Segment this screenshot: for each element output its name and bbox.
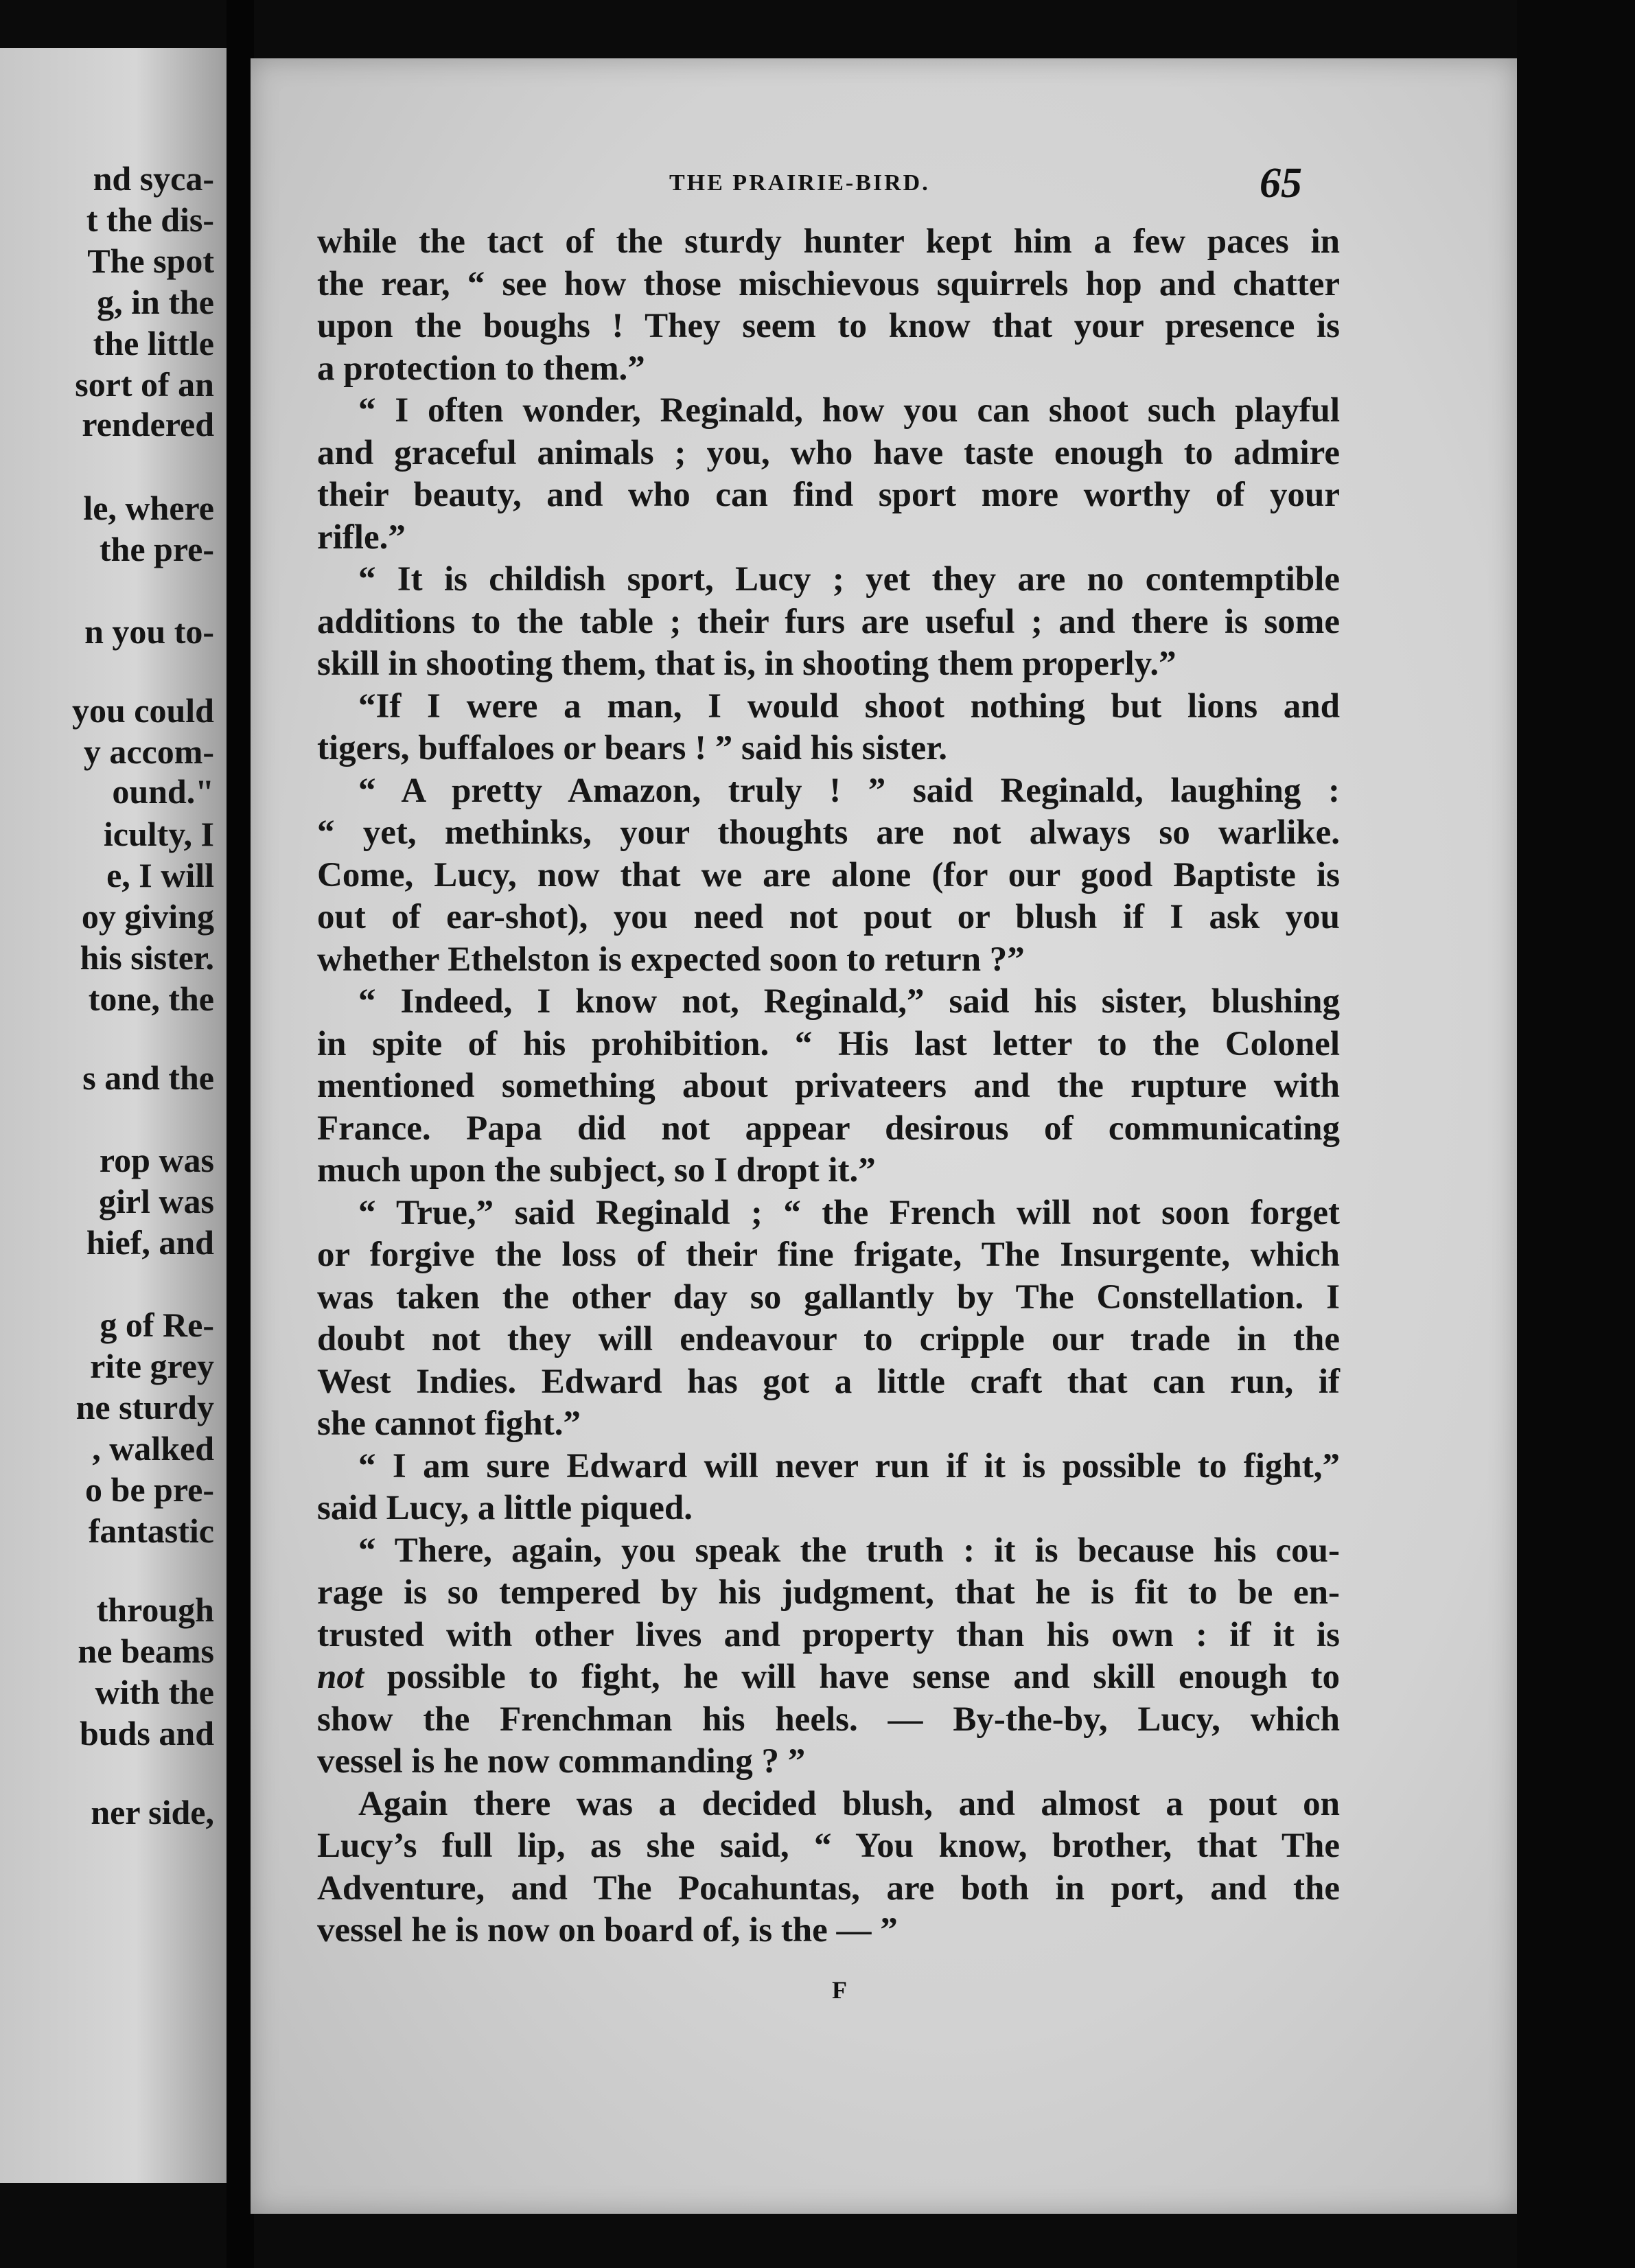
left-page-line: buds and bbox=[80, 1714, 214, 1752]
left-page-line: rite grey bbox=[90, 1347, 214, 1385]
text-line: tigers, buffaloes or bears ! ” said his sister. bbox=[317, 729, 947, 767]
text-line: their beauty, and who can find sport more worthy of your bbox=[317, 476, 1340, 514]
left-page-line: tone, the bbox=[88, 980, 214, 1018]
page-body-text bbox=[317, 221, 1340, 1952]
left-page-line: hief, and bbox=[86, 1223, 214, 1262]
left-page-line: , walked bbox=[92, 1429, 214, 1468]
left-page-line: you could bbox=[71, 691, 214, 730]
left-page-line: rop was bbox=[99, 1141, 214, 1179]
running-title: THE PRAIRIE-BIRD. bbox=[669, 170, 930, 196]
text-line: “ A pretty Amazon, truly ! ” said Reginald, laughing : bbox=[358, 771, 1340, 810]
left-page-line: nd syca- bbox=[93, 159, 214, 198]
left-page-line: rendered bbox=[82, 405, 214, 443]
text-line: Lucy’s full lip, as she said, “ You know, brother, that The bbox=[317, 1827, 1340, 1865]
text-line: not possible to fight, he will have sense and skill enough to bbox=[317, 1658, 1340, 1696]
text-line: mentioned something about privateers and the rupture with bbox=[317, 1067, 1340, 1105]
text-line: she cannot fight.” bbox=[317, 1404, 581, 1443]
signature-mark: F bbox=[832, 1976, 847, 2004]
text-line: West Indies. Edward has got a little craft that can run, if bbox=[317, 1362, 1340, 1401]
left-page-line: o be pre- bbox=[85, 1470, 214, 1509]
text-line: Again there was a decided blush, and almost a pout on bbox=[358, 1784, 1340, 1823]
scan-border bbox=[1517, 0, 1635, 2268]
left-page-line: with the bbox=[95, 1673, 214, 1711]
text-line: and graceful animals ; you, who have taste enough to admire bbox=[317, 433, 1340, 472]
left-page-line: t the dis- bbox=[86, 200, 214, 239]
text-line: “ I often wonder, Reginald, how you can shoot such playful bbox=[358, 391, 1340, 430]
text-line: while the tact of the sturdy hunter kept him a few paces in bbox=[317, 222, 1340, 261]
text-line: additions to the table ; their furs are useful ; and there is some bbox=[317, 602, 1340, 641]
left-page-line: girl was bbox=[98, 1182, 214, 1220]
text-line: trusted with other lives and property than his own : if it is bbox=[317, 1615, 1340, 1654]
text-line: show the Frenchman his heels. — By-the-by, Lucy, which bbox=[317, 1700, 1340, 1739]
left-page-line: ne sturdy bbox=[76, 1388, 214, 1426]
left-page-line: the pre- bbox=[99, 530, 214, 568]
text-line: out of ear-shot), you need not pout or blush if I ask you bbox=[317, 898, 1340, 936]
italic-emphasis: not bbox=[317, 1658, 364, 1696]
text-line: was taken the other day so gallantly by The Constellation. I bbox=[317, 1277, 1340, 1317]
left-page-line: his sister. bbox=[80, 938, 214, 977]
left-page-line: The spot bbox=[87, 242, 214, 280]
left-page-line: g of Re- bbox=[100, 1306, 214, 1344]
left-page-line: g, in the bbox=[97, 283, 214, 321]
text-line: the rear, “ see how those mischievous squirrels hop and chatter bbox=[317, 264, 1340, 303]
previous-page-edge bbox=[0, 48, 227, 2183]
text-line: or forgive the loss of their fine frigate, The Insurgente, which bbox=[317, 1236, 1340, 1274]
left-page-line: n you to- bbox=[84, 612, 214, 651]
text-line: doubt not they will endeavour to cripple our trade in the bbox=[317, 1320, 1340, 1358]
text-line: “ I am sure Edward will never run if it is possible to fight,” bbox=[358, 1446, 1340, 1485]
left-page-line: ound." bbox=[112, 772, 214, 811]
text-line: Adventure, and The Pocahuntas, are both in port, and the bbox=[317, 1868, 1340, 1908]
left-page-line: le, where bbox=[83, 489, 214, 527]
text-line: a protection to them.” bbox=[317, 349, 645, 388]
text-line: in spite of his prohibition. “ His last letter to the Colonel bbox=[317, 1024, 1340, 1063]
left-page-line: ner side, bbox=[91, 1793, 214, 1831]
left-page-line: through bbox=[96, 1590, 214, 1629]
left-page-line: fantastic bbox=[88, 1512, 214, 1550]
page-number: 65 bbox=[1260, 160, 1302, 207]
text-line: rage is so tempered by his judgment, that he is fit to be en- bbox=[317, 1573, 1340, 1612]
left-page-line: ne beams bbox=[78, 1632, 214, 1670]
left-page-line: the little bbox=[93, 324, 214, 362]
text-line: vessel is he now commanding ? ” bbox=[317, 1742, 806, 1781]
text-line: “ Indeed, I know not, Reginald,” said his sister, blushing bbox=[358, 982, 1340, 1021]
book-gutter bbox=[227, 0, 254, 2268]
text-line: rifle.” bbox=[317, 518, 406, 557]
text-line: “ True,” said Reginald ; “ the French will not soon forget bbox=[358, 1193, 1340, 1232]
text-line: much upon the subject, so I dropt it.” bbox=[317, 1151, 876, 1190]
text-line: “ There, again, you speak the truth : it is because his cou- bbox=[358, 1531, 1340, 1570]
left-page-line: e, I will bbox=[106, 856, 214, 894]
text-line: skill in shooting them, that is, in shooting them properly.” bbox=[317, 645, 1176, 683]
text-line: Come, Lucy, now that we are alone (for our good Baptiste is bbox=[317, 855, 1340, 894]
text-line: vessel he is now on board of, is the — ” bbox=[317, 1911, 898, 1949]
left-page-line: sort of an bbox=[75, 365, 214, 404]
text-line: said Lucy, a little piqued. bbox=[317, 1489, 693, 1527]
left-page-line: y accom- bbox=[83, 732, 214, 771]
left-page-line: s and the bbox=[82, 1058, 214, 1097]
text-line: “ It is childish sport, Lucy ; yet they are no contemptible bbox=[358, 560, 1340, 599]
left-page-line: iculty, I bbox=[103, 815, 214, 853]
text-line: “If I were a man, I would shoot nothing but lions and bbox=[358, 686, 1340, 726]
left-page-line: oy giving bbox=[81, 897, 214, 936]
text-line: upon the boughs ! They seem to know that your presence is bbox=[317, 307, 1340, 345]
text-line: France. Papa did not appear desirous of communicating bbox=[317, 1109, 1340, 1148]
text-line: whether Ethelston is expected soon to return ?” bbox=[317, 940, 1025, 979]
text-line: “ yet, methinks, your thoughts are not always so warlike. bbox=[317, 813, 1340, 852]
